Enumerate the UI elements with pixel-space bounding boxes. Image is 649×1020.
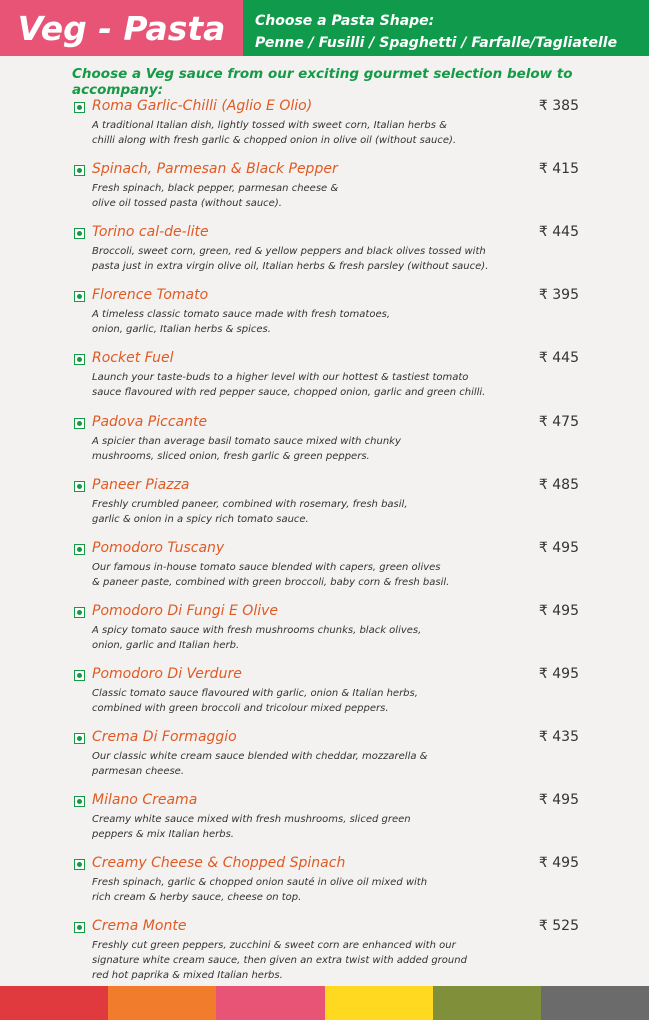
description-line: red hot paprika & mixed Italian herbs. xyxy=(92,970,283,982)
title-banner xyxy=(0,0,243,56)
menu-item-price: ₹ 485 xyxy=(538,476,579,493)
description-line: rich cream & herby sauce, cheese on top. xyxy=(92,892,302,904)
page-header xyxy=(0,0,649,56)
footer-color-bar xyxy=(0,986,649,1020)
menu-item xyxy=(0,350,649,410)
menu-item-price: ₹ 445 xyxy=(538,224,579,241)
menu-item-price: ₹ 495 xyxy=(538,602,579,619)
description-line: sauce flavoured with red pepper sauce, chopped onion, garlic and green chilli. xyxy=(92,387,486,399)
veg-symbol-icon xyxy=(74,607,85,618)
menu-item-price: ₹ 495 xyxy=(538,539,579,556)
menu-item-price: ₹ 395 xyxy=(538,287,579,304)
description-line: olive oil tossed pasta (without sauce). xyxy=(92,198,282,210)
description-line: A spicier than average basil tomato sauce mixed with chunky xyxy=(92,435,401,447)
menu-item-description xyxy=(92,370,522,400)
description-line: Broccoli, sweet corn, green, red & yellow peppers and black olives tossed with xyxy=(92,246,486,258)
menu-item-name: Spinach, Parmesan & Black Pepper xyxy=(92,161,338,178)
menu-item-name: Creamy Cheese & Chopped Spinach xyxy=(92,855,346,872)
description-line: parmesan cheese. xyxy=(92,766,185,777)
menu-item-name: Torino cal-de-lite xyxy=(92,224,209,241)
description-line: onion, garlic and Italian herb. xyxy=(92,639,240,651)
veg-symbol-icon xyxy=(74,670,85,681)
menu-item-description xyxy=(92,749,522,779)
menu-item xyxy=(0,855,649,915)
menu-item-description xyxy=(92,118,522,148)
menu-item-price: ₹ 495 xyxy=(538,665,579,682)
veg-symbol-icon xyxy=(74,418,85,429)
description-line: Launch your taste-buds to a higher level with our hottest & tastiest tomato xyxy=(92,372,469,384)
pasta-shape-banner xyxy=(243,0,649,56)
menu-item-description xyxy=(92,497,522,527)
veg-symbol-icon xyxy=(74,733,85,744)
menu-item-description xyxy=(92,244,522,274)
description-line: Creamy white sauce mixed with fresh mushrooms, sliced green xyxy=(92,814,411,826)
menu-item-name: Crema Monte xyxy=(92,918,187,935)
veg-symbol-icon xyxy=(74,481,85,492)
description-line: A timeless classic tomato sauce made with fresh tomatoes, xyxy=(92,309,390,321)
veg-symbol-icon xyxy=(74,544,85,555)
veg-symbol-icon xyxy=(74,796,85,807)
menu-item xyxy=(0,792,649,852)
menu-item-name: Pomodoro Di Fungi E Olive xyxy=(92,602,279,619)
veg-symbol-icon xyxy=(74,165,85,176)
description-line: signature white cream sauce, then given an extra twist with added ground xyxy=(92,955,467,967)
description-line: Our classic white cream sauce blended with cheddar, mozzarella & xyxy=(92,751,428,762)
menu-item xyxy=(0,161,649,221)
menu-item-description xyxy=(92,875,522,905)
menu-item-name: Crema Di Formaggio xyxy=(92,729,237,745)
page-title: Veg - Pasta xyxy=(17,8,226,48)
menu-item xyxy=(0,414,649,474)
menu-item xyxy=(0,603,649,663)
description-line: garlic & onion in a spicy rich tomato sauce. xyxy=(92,513,309,525)
veg-symbol-icon xyxy=(74,354,85,365)
description-line: Freshly crumbled paneer, combined with rosemary, fresh basil, xyxy=(92,498,408,510)
menu-item-price: ₹ 495 xyxy=(538,792,579,809)
description-line: chilli along with fresh garlic & chopped onion in olive oil (without sauce). xyxy=(92,135,457,146)
menu-item-price: ₹ 385 xyxy=(538,98,579,114)
menu-item-name: Pomodoro Tuscany xyxy=(92,539,225,556)
menu-item-price: ₹ 445 xyxy=(538,350,579,367)
menu-item-description xyxy=(92,434,522,464)
description-line: Freshly cut green peppers, zucchini & sweet corn are enhanced with our xyxy=(92,940,456,952)
menu-item xyxy=(0,287,649,347)
sauce-instruction: Choose a Veg sauce from our exciting gourmet selection below to accompany: xyxy=(72,66,573,98)
pasta-shape-heading: Choose a Pasta Shape: xyxy=(255,13,435,29)
description-line: Classic tomato sauce flavoured with garlic, onion & Italian herbs, xyxy=(92,687,418,699)
menu-item xyxy=(0,224,649,284)
menu-item-description xyxy=(92,938,522,983)
description-line: Fresh spinach, black pepper, parmesan cheese & xyxy=(92,183,339,195)
menu-item-price: ₹ 415 xyxy=(538,161,579,178)
menu-item-description xyxy=(92,307,522,337)
menu-item-price: ₹ 495 xyxy=(538,855,579,872)
description-line: peppers & mix Italian herbs. xyxy=(92,829,234,841)
veg-symbol-icon xyxy=(74,102,85,113)
menu-item-name: Roma Garlic-Chilli (Aglio E Olio) xyxy=(92,98,313,114)
menu-item-description xyxy=(92,623,522,653)
menu-item-price: ₹ 475 xyxy=(538,413,579,430)
menu-item-name: Milano Creama xyxy=(92,792,198,809)
menu-item-price: ₹ 435 xyxy=(538,729,579,745)
description-line: mushrooms, sliced onion, fresh garlic & green peppers. xyxy=(92,450,370,462)
menu-item xyxy=(0,666,649,726)
description-line: onion, garlic, Italian herbs & spices. xyxy=(92,324,271,336)
description-line: Fresh spinach, garlic & chopped onion sauté in olive oil mixed with xyxy=(92,877,428,889)
menu-item-description xyxy=(92,560,522,590)
menu-item-name: Padova Piccante xyxy=(92,413,208,430)
footer-color-segment xyxy=(216,986,324,1020)
menu-item-description xyxy=(92,812,522,842)
description-line: A traditional Italian dish, lightly tossed with sweet corn, Italian herbs & xyxy=(92,120,447,131)
menu-item-name: Rocket Fuel xyxy=(92,350,174,367)
description-line: A spicy tomato sauce with fresh mushrooms chunks, black olives, xyxy=(92,624,422,636)
menu-item xyxy=(0,98,649,158)
pasta-shape-options: Penne / Fusilli / Spaghetti / Farfalle/Tagliatelle xyxy=(255,35,618,51)
description-line: pasta just in extra virgin olive oil, Italian herbs & fresh parsley (without sauce). xyxy=(92,261,489,273)
veg-symbol-icon xyxy=(74,922,85,933)
menu-item xyxy=(0,540,649,600)
menu-item-name: Pomodoro Di Verdure xyxy=(92,665,242,682)
menu-item xyxy=(0,477,649,537)
description-line: Our famous in-house tomato sauce blended with capers, green olives xyxy=(92,561,441,573)
veg-symbol-icon xyxy=(74,291,85,302)
menu-item-name: Paneer Piazza xyxy=(92,476,190,493)
menu-item xyxy=(0,918,649,982)
menu-item-description xyxy=(92,686,522,716)
footer-color-segment xyxy=(541,986,649,1020)
menu-item xyxy=(0,729,649,789)
menu-item-price: ₹ 525 xyxy=(538,918,579,935)
description-line: & paneer paste, combined with green broccoli, baby corn & fresh basil. xyxy=(92,576,450,588)
footer-color-segment xyxy=(433,986,541,1020)
menu-item-name: Florence Tomato xyxy=(92,287,209,304)
menu-item-description xyxy=(92,181,522,211)
footer-color-segment xyxy=(108,986,216,1020)
footer-color-segment xyxy=(325,986,433,1020)
footer-color-segment xyxy=(0,986,108,1020)
veg-symbol-icon xyxy=(74,859,85,870)
veg-symbol-icon xyxy=(74,228,85,239)
description-line: combined with green broccoli and tricolour mixed peppers. xyxy=(92,702,389,714)
